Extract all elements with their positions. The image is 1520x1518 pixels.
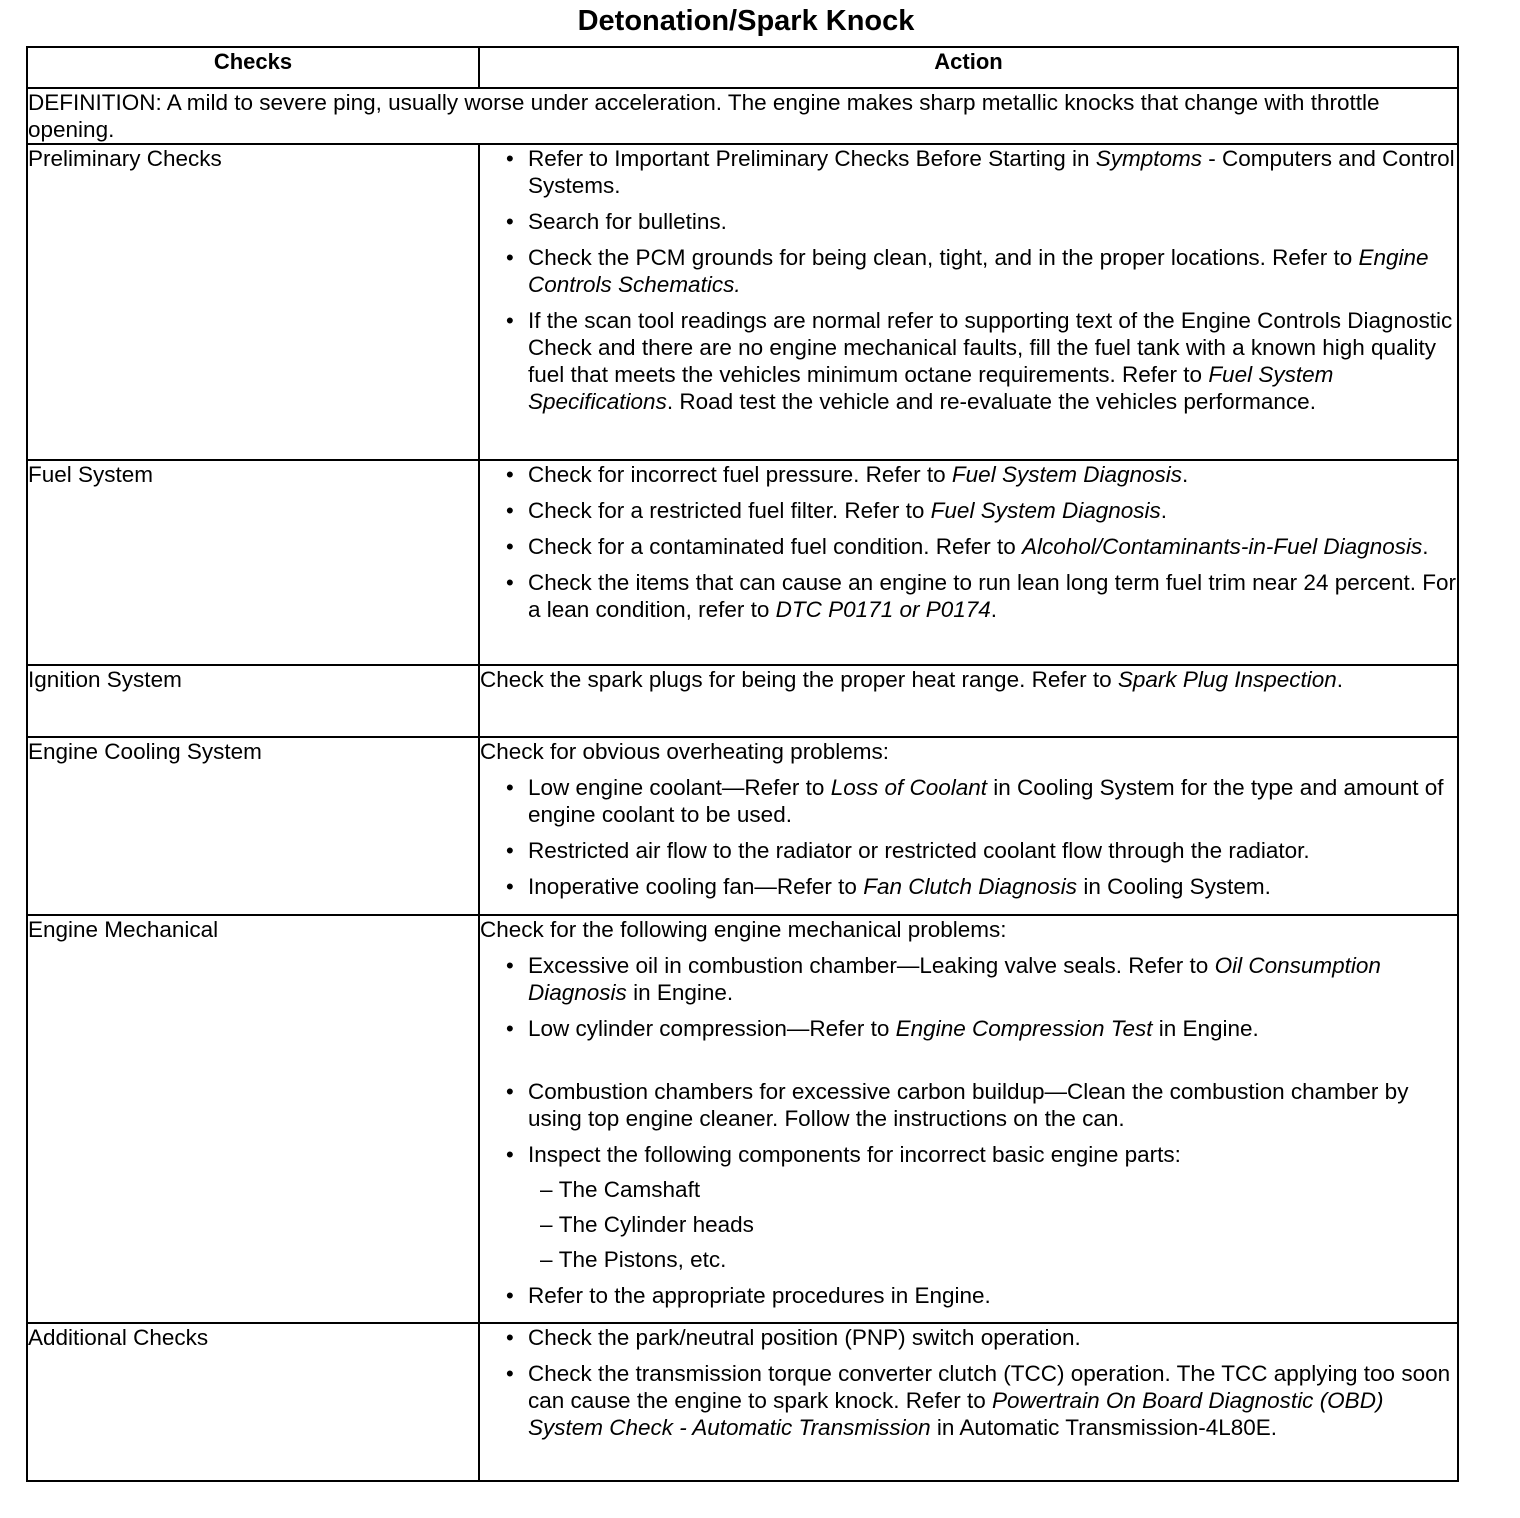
check-label: Preliminary Checks — [27, 144, 479, 460]
list-item: • Search for bulletins. — [480, 208, 1457, 235]
table-row-fuel-system — [27, 460, 1458, 665]
list-item: • Low cylinder compression—Refer to Engine Compression Test in Engine. — [480, 1015, 1457, 1042]
list-item: • Refer to the appropriate procedures in Engine. — [480, 1282, 1457, 1309]
list-item: • Check the transmission torque converter clutch (TCC) operation. The TCC applying too soon can cause the engine to spark knock. Refer to Powertrain On Board Diagnostic (OBD) System Check - Automatic Transmission in Automatic Transmission-4L80E. — [480, 1360, 1457, 1441]
action-lead-text: Check for the following engine mechanical problems: — [480, 917, 1007, 942]
definition-text: DEFINITION: A mild to severe ping, usually worse under acceleration. The engine makes sharp metallic knocks that change with throttle opening. — [27, 88, 1458, 144]
diagnostic-table — [26, 46, 1459, 1482]
sublist-item: – The Camshaft — [528, 1176, 1457, 1203]
action-cell — [479, 737, 1458, 915]
action-list — [480, 145, 1457, 415]
table-row-engine-cooling — [27, 737, 1458, 915]
action-cell — [479, 144, 1458, 460]
table-row-engine-mechanical — [27, 915, 1458, 1323]
check-label: Engine Mechanical — [27, 915, 479, 1323]
check-label: Fuel System — [27, 460, 479, 665]
action-cell — [479, 915, 1458, 1323]
action-cell — [479, 460, 1458, 665]
list-item: • Check for incorrect fuel pressure. Refer to Fuel System Diagnosis. — [480, 461, 1457, 488]
list-item: • Check the items that can cause an engine to run lean long term fuel trim near 24 percent. For a lean condition, refer to DTC P0171 or P0174. — [480, 569, 1457, 623]
action-lead-text: Check for obvious overheating problems: — [480, 739, 889, 764]
list-item: • Restricted air flow to the radiator or restricted coolant flow through the radiator. — [480, 837, 1457, 864]
action-cell: Check the spark plugs for being the proper heat range. Refer to Spark Plug Inspection. — [479, 665, 1458, 737]
action-cell — [479, 1323, 1458, 1481]
check-label: Additional Checks — [27, 1323, 479, 1481]
sublist-item: – The Pistons, etc. — [528, 1246, 1457, 1273]
list-item: • Refer to Important Preliminary Checks Before Starting in Symptoms - Computers and Control Systems. — [480, 145, 1457, 199]
list-item: • Inspect the following components for incorrect basic engine parts: – The Camshaft – The Cylinder heads – The Pistons, etc. — [480, 1141, 1457, 1273]
check-label: Engine Cooling System — [27, 737, 479, 915]
action-list — [480, 1324, 1457, 1441]
list-item: • Check the PCM grounds for being clean, tight, and in the proper locations. Refer to Engine Controls Schematics. — [480, 244, 1457, 298]
table-header-row — [27, 47, 1458, 88]
action-list — [480, 952, 1457, 1309]
list-item: • Inoperative cooling fan—Refer to Fan Clutch Diagnosis in Cooling System. — [480, 873, 1457, 900]
list-item: • Check for a restricted fuel filter. Refer to Fuel System Diagnosis. — [480, 497, 1457, 524]
action-list — [480, 774, 1457, 900]
list-item: • Check the park/neutral position (PNP) switch operation. — [480, 1324, 1457, 1351]
list-item: • Excessive oil in combustion chamber—Leaking valve seals. Refer to Oil Consumption Diagnosis in Engine. — [480, 952, 1457, 1006]
list-item: • Check for a contaminated fuel condition. Refer to Alcohol/Contaminants-in-Fuel Diagnosis. — [480, 533, 1457, 560]
component-sublist — [528, 1176, 1457, 1273]
table-row-additional-checks — [27, 1323, 1458, 1481]
definition-row — [27, 88, 1458, 144]
list-item: • Low engine coolant—Refer to Loss of Coolant in Cooling System for the type and amount of engine coolant to be used. — [480, 774, 1457, 828]
table-row-preliminary — [27, 144, 1458, 460]
column-header-checks: Checks — [27, 47, 479, 88]
action-list — [480, 461, 1457, 623]
list-item: • If the scan tool readings are normal refer to supporting text of the Engine Controls Diagnostic Check and there are no engine mechanical faults, fill the fuel tank with a known high quality fuel that meets the vehicles minimum octane requirements. Refer to Fuel System Specifications. Road test the vehicle and re-evaluate the vehicles performance. — [480, 307, 1457, 415]
list-item: • Combustion chambers for excessive carbon buildup—Clean the combustion chamber by using top engine cleaner. Follow the instructions on the can. — [480, 1078, 1457, 1132]
sublist-item: – The Cylinder heads — [528, 1211, 1457, 1238]
table-row-ignition-system — [27, 665, 1458, 737]
column-header-action: Action — [479, 47, 1458, 88]
check-label: Ignition System — [27, 665, 479, 737]
page-title: Detonation/Spark Knock — [577, 5, 915, 37]
